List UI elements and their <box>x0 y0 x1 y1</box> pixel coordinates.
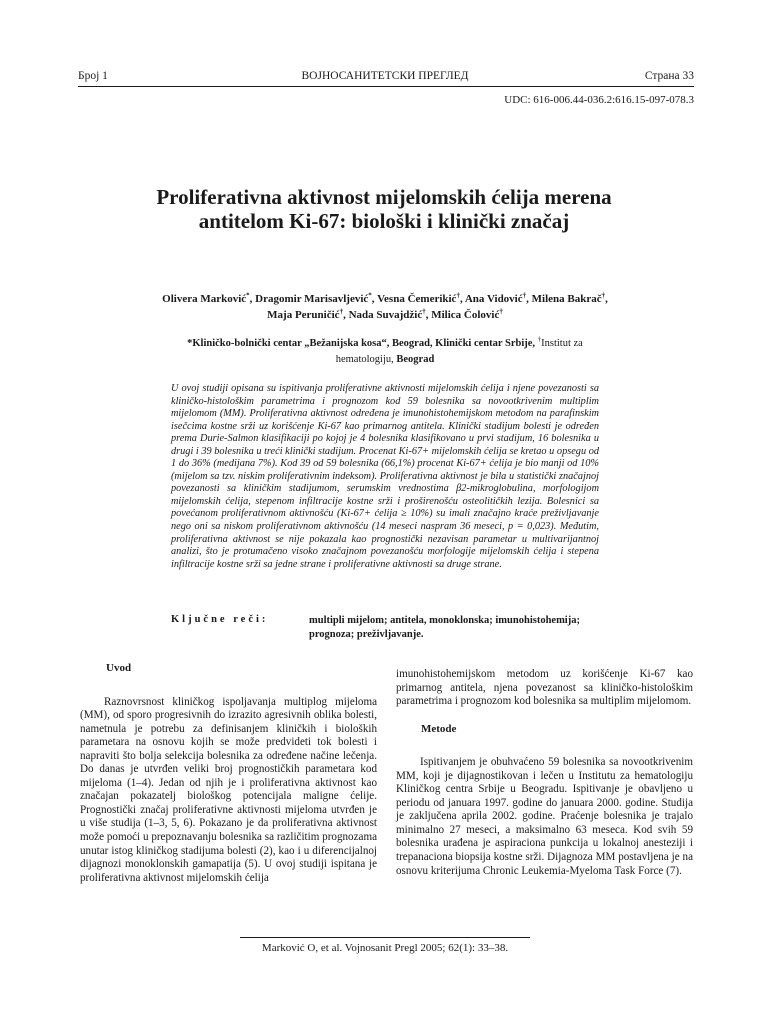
udc-code: UDC: 616-006.44-036.2:616.15-097-078.3 <box>504 94 694 106</box>
affiliation <box>160 336 610 368</box>
author: Dragomir Marisavljević*, <box>255 291 378 305</box>
article-title: Proliferativna aktivnost mijelomskih ćelija merena antitelom Ki-67: biološki i klinički značaj <box>156 185 612 233</box>
methods-heading: Metode <box>421 722 457 735</box>
footer-rule <box>240 937 530 938</box>
intro-heading: Uvod <box>106 662 132 674</box>
header-rule <box>78 86 694 87</box>
right-column <box>396 668 693 878</box>
affiliation-dagger: † <box>537 335 542 344</box>
author: Nada Suvajdžić†, <box>348 307 432 321</box>
affiliation-primary: *Kliničko-bolnički centar „Bežanijska kosa“, Beograd, Klinički centar Srbije, <box>187 338 536 349</box>
author-list <box>160 291 610 323</box>
methods-paragraph: Ispitivanjem je obuhvaćeno 59 bolesnika sa novootkrivenim MM, koji je dijagnostikovan i lečen u Institutu za hematologiju Kliničkog centra Srbije u Beogradu. Ispitivanje je obavljeno u periodu od januara 1997. godine do januara 2000. godine. Studija je zaključena aprila 2002. godine. Praćenje bolesnika je trajalo minimalno 27 meseci, a maksimalno 63 meseca. Kod svih 59 bolesnika urađena je aspiraciona punkcija u lokalnoj anesteziji i trepanaciona biopsija kostne srži. Dijagnoza MM postavljena je na osnovu kriterijuma Chronic Leukemia-Myeloma Task Force (7). <box>396 756 693 877</box>
intro-paragraph: Raznovrsnost kliničkog ispoljavanja multiplog mijeloma (MM), od sporo progresivnih do izrazito agresivnih oblika bolesti, nametnula je potrebu za definisanjem kliničkih i bioloških parametara na osnovu kojih se može predvideti tok bolesti i napraviti što bolja selekcija bolesnika za određene načine lečenja. Do danas je utvrđen veliki broj prognostičkih parametara kod mijeloma (1–4). Jedan od njih je i proliferativna aktivnost kao značajan pokazatelj biološkog potencijala maligne ćelije. Prognostički značaj proliferativne aktivnosti mijeloma utvrđen je u više studija (1–3, 5, 6). Pokazano je da proliferativna aktivnost može pomoći u prepoznavanju bolesnika sa različitim prognozama unutar istog kliničkog stadijuma bolesti (2), kao i u diferencijalnoj dijagnozi monoklonskih gamapatija (5). U ovoj studiji ispitana je proliferativna aktivnost mijelomskih ćelija <box>80 695 377 884</box>
author: Olivera Marković*, <box>162 291 256 305</box>
author: Vesna Čemerikić†, <box>377 291 465 305</box>
keywords-text: multipli mijelom; antitela, monoklonska; imunohistohemija; prognoza; preživljavanje. <box>309 615 580 640</box>
author: Milena Bakrač†, <box>531 291 608 305</box>
affiliation-institute: Institut za hematologiju, <box>335 338 583 365</box>
left-column <box>80 662 377 885</box>
author: Ana Vidović†, <box>464 291 532 305</box>
intro-continuation: imunohistohemijskom metodom uz korišćenje Ki-67 kao primarnog antitela, njena povezanost sa kliničko-histološkim parametrima i prognozom kod bolesnika sa multiplim mijelomom. <box>396 668 693 708</box>
affiliation-city: Beograd <box>396 354 435 365</box>
abstract: U ovoj studiji opisana su ispitivanja proliferativne aktivnosti mijelomskih ćelija i njene povezanosti sa kliničko-histološkim parametrima i prognozom kod 59 bolesnika sa novootkrivenim multiplim mijelomom (MM). Proliferativna aktivnost određena je imunohistohemijskom metodom na parafinskim isečcima kostne srži uz korišćenje Ki-67 kao primarnog antitela. Klinički stadijum bolesti je određen prema Durie-Salmon klasifikaciji po kojoj je 4 bolesnika klasifikovano u prvi stadijum, 16 bolesnika u drugi i 39 bolesnika u treći klinički stadijum. Procenat Ki-67+ mijelomskih ćelija se kretao u opsegu od 1 do 36% (medijana 7%). Kod 39 od 59 bolesnika (66,1%) procenat Ki-67+ ćelija je bio manji od 10% (mijelom sa tzv. niskim proliferativnim indeksom). Proliferativna aktivnost je bila u statistički značajnoj povezanosti sa kliničkim stadijumom, serumskim vrednostima β2-mikroglobulina, morfologijom mijelomskih ćelija, stepenom infiltracije kostne srži i proširenošću osteolitičkih lezija. Bolesnici sa povećanom proliferativnom aktivnošću (Ki-67+ ćelija ≥ 10%) su imali značajno kraće preživljavanje nego oni sa niskom proliferativnom aktivnošću (14 meseci naspram 36 meseci, p = 0,023). Međutim, proliferativna aktivnost se nije pokazala kao prognostički nezavisan parametar u multivarijantnoj analizi, što je protumačeno visoko značajnom povezanošću morfologije mijelomskih ćelija i stepena infiltracije kostne srži sa jedne strane i proliferativne aktivnosti sa druge strane. <box>171 383 599 570</box>
author: Milica Čolović† <box>431 307 503 321</box>
author: Maja Peruničić†, <box>267 307 349 321</box>
citation-footer: Marković O, et al. Vojnosanit Pregl 2005; 62(1): 33–38. <box>261 942 509 954</box>
keywords-label: Ključne reči: <box>171 614 269 625</box>
page-number: Страна 33 <box>644 70 694 82</box>
issue-number: Број 1 <box>78 70 108 82</box>
journal-name: ВОЈНОСАНИТЕТСКИ ПРЕГЛЕД <box>301 70 469 82</box>
